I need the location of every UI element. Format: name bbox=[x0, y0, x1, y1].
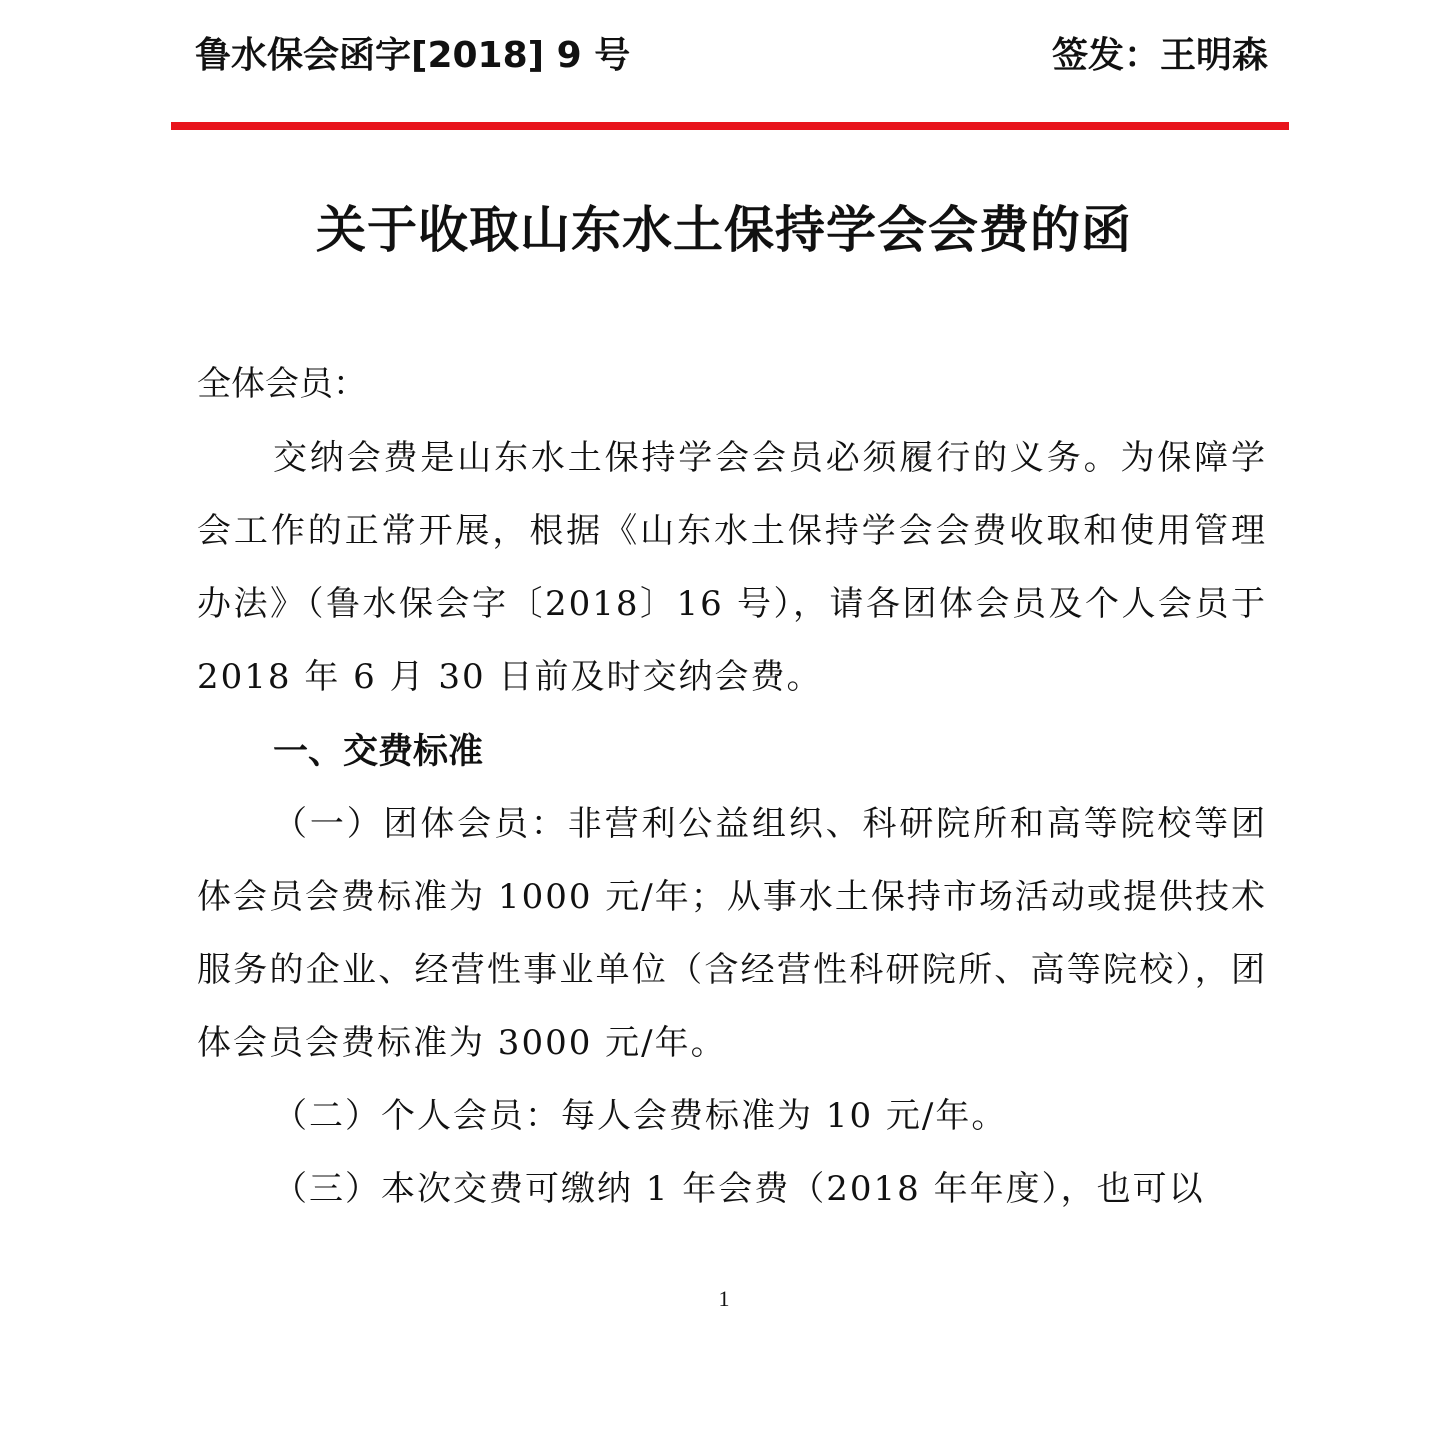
page-number: 1 bbox=[718, 1286, 730, 1311]
red-header-rule bbox=[171, 122, 1289, 130]
fee-item-individual-members: （二）个人会员：每人会费标准为 10 元/年。 bbox=[273, 1096, 1008, 1136]
document-header bbox=[195, 26, 1268, 78]
intro-paragraph: 交纳会费是山东水土保持学会会员必须履行的义务。为保障学会工作的正常开展，根据《山东水土保持学会会费收取和使用管理办法》（鲁水保会字〔2018〕16 号），请各团体会员及个人会员于 2018 年 6 月 30 日前及时交纳会费。 bbox=[197, 438, 1267, 697]
issuer-signature: 签发：王明森 bbox=[1051, 34, 1268, 76]
fee-item-payment-period: （三）本次交费可缴纳 1 年会费（2018 年年度），也可以 bbox=[273, 1169, 1205, 1209]
document-title: 关于收取山东水土保持学会会费的函 bbox=[316, 201, 1132, 259]
document-number: 鲁水保会函字[2018] 9 号 bbox=[195, 34, 631, 76]
section-heading-fee-standard: 一、交费标准 bbox=[273, 732, 484, 772]
salutation: 全体会员： bbox=[197, 364, 367, 404]
fee-item-group-members: （一）团体会员：非营利公益组织、科研院所和高等院校等团体会员会费标准为 1000 元/年；从事水土保持市场活动或提供技术服务的企业、经营性事业单位（含经营性科研院所、高等院校），团体会员会费标准为 3000 元/年。 bbox=[197, 804, 1267, 1063]
